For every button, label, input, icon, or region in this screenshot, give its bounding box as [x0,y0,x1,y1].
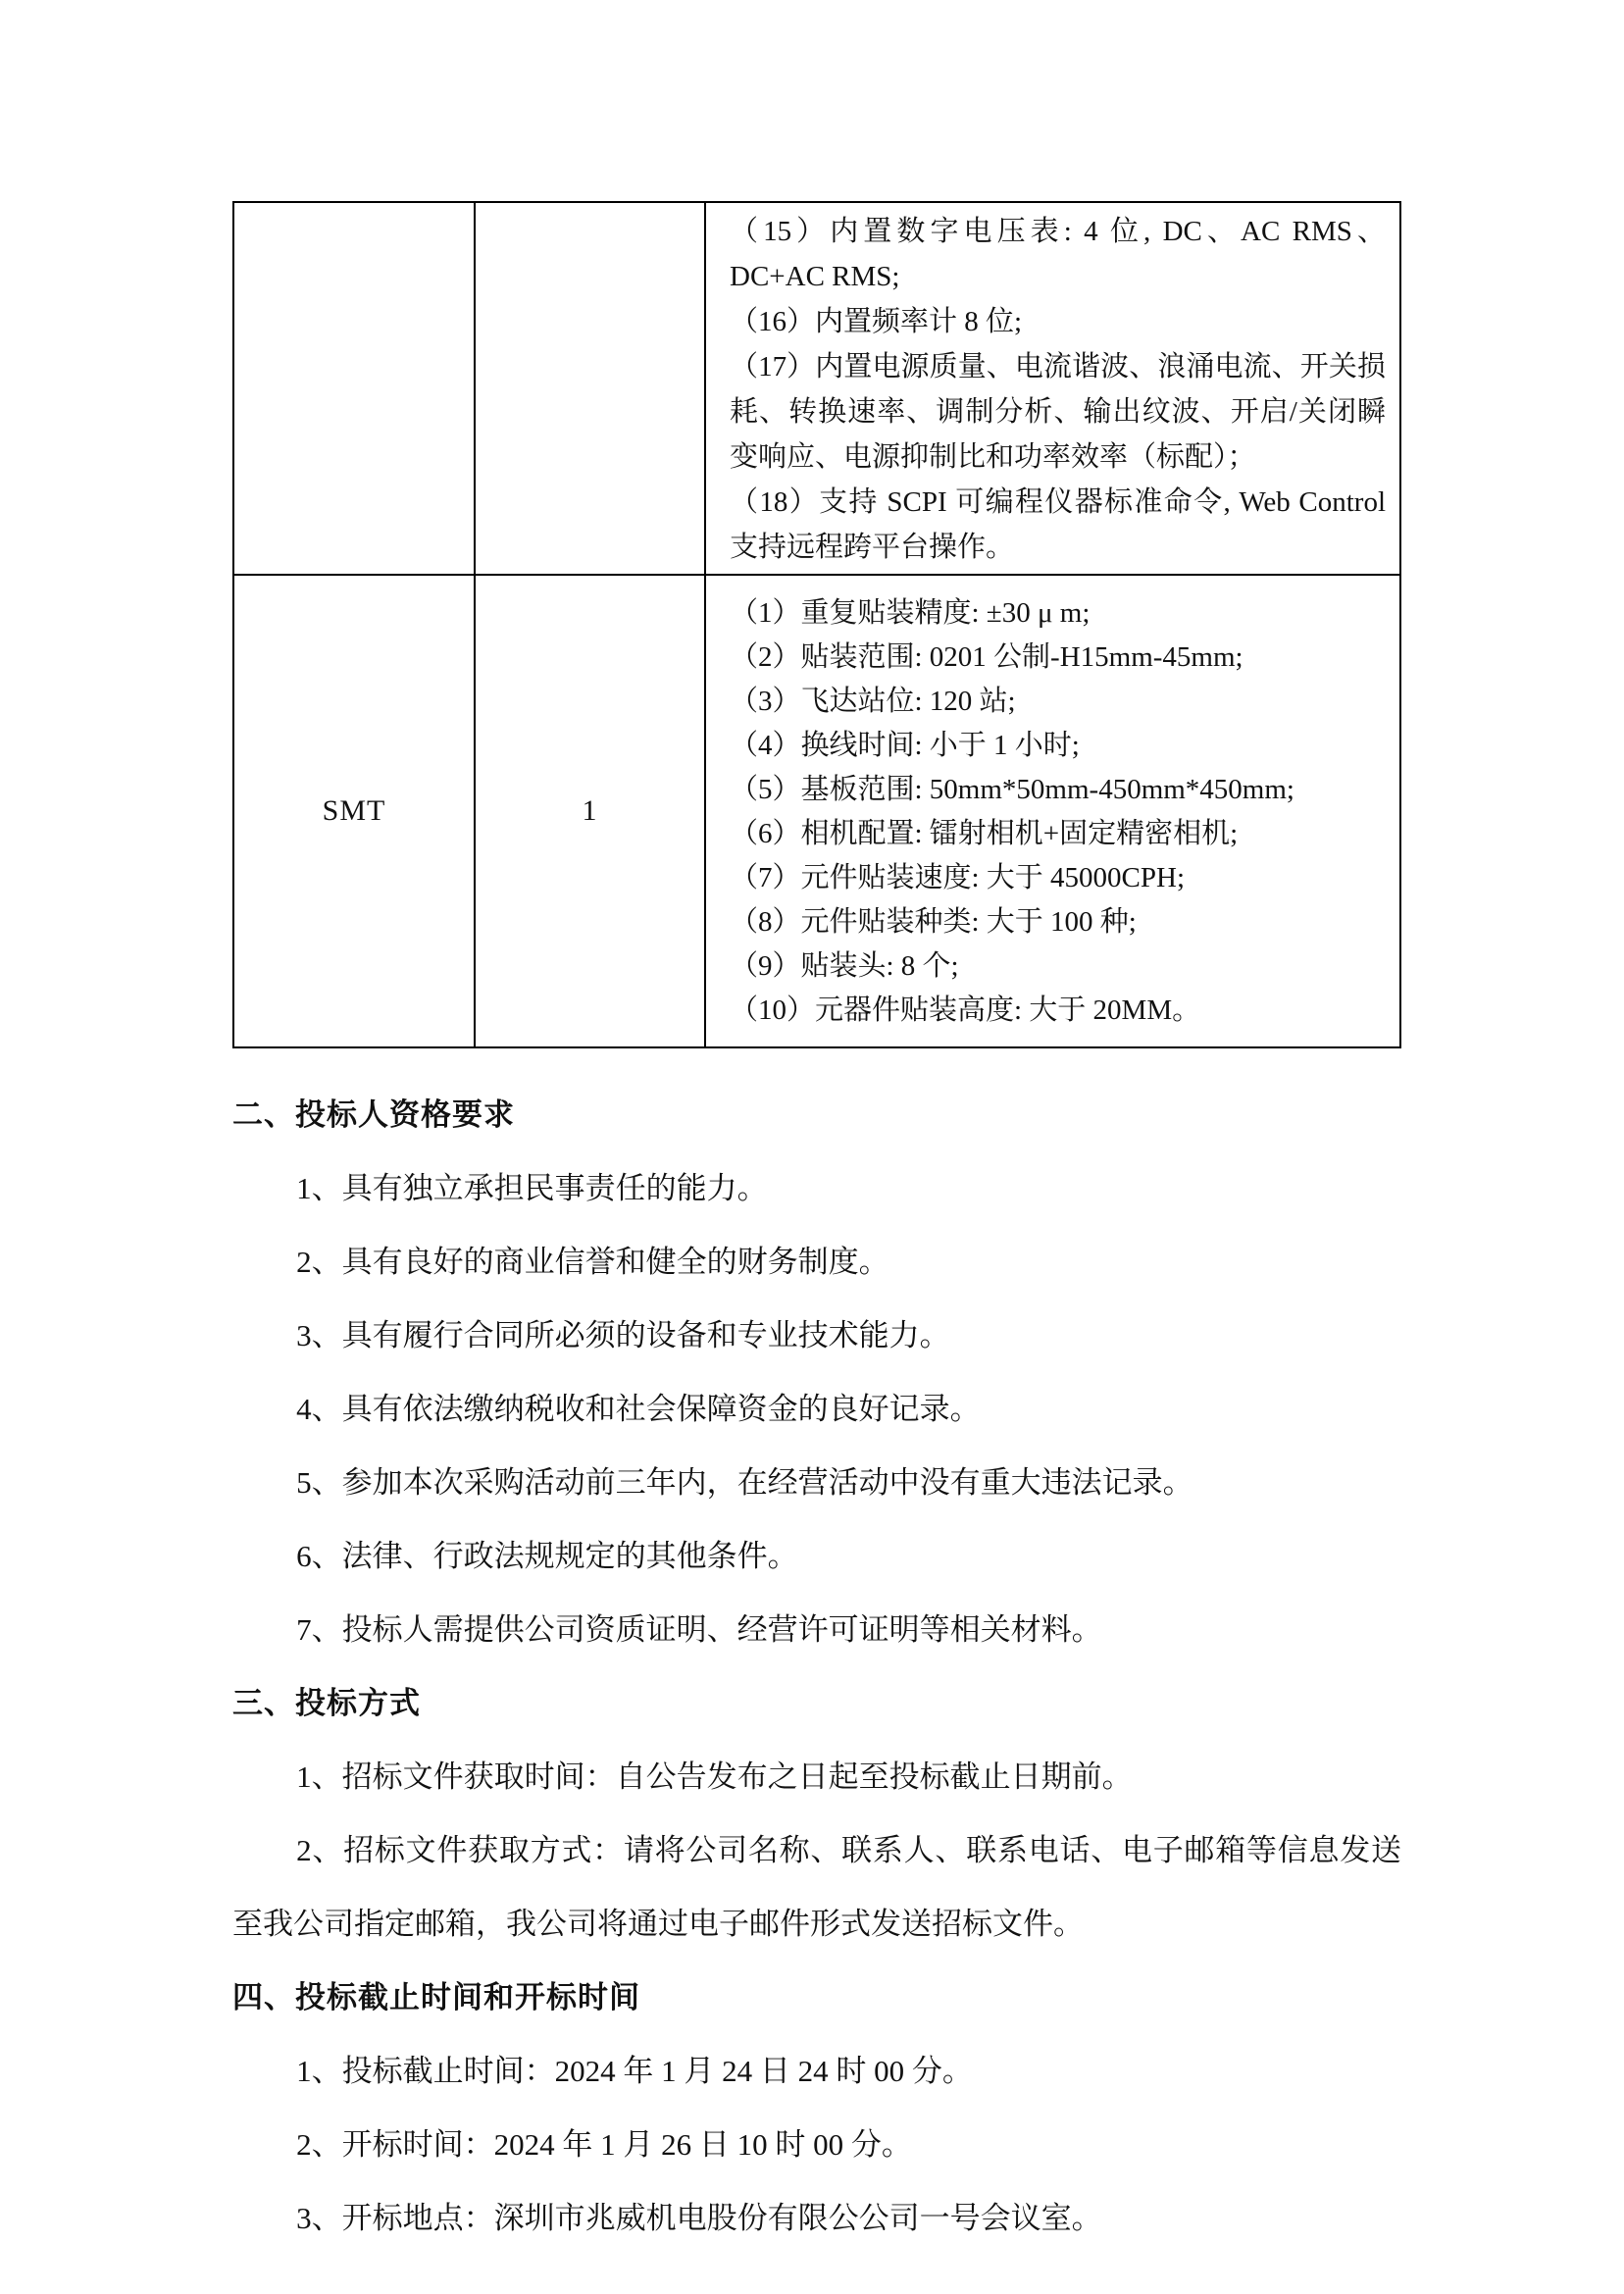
equipment-spec-table [232,201,1401,1048]
list-item: 3、具有履行合同所必须的设备和专业技术能力。 [296,1318,950,1352]
spec-cell [705,575,1400,1047]
quantity-cell [475,202,705,575]
list-item: 2、开标时间：2024 年 1 月 26 日 10 时 00 分。 [296,2127,912,2162]
list-item: 1、招标文件获取时间：自公告发布之日起至投标截止日期前。 [296,1759,1133,1794]
list-item: 1、投标截止时间：2024 年 1 月 24 日 24 时 00 分。 [296,2054,973,2088]
list-item: 4、具有依法缴纳税收和社会保障资金的良好记录。 [296,1392,981,1426]
spec-line: （15）内置数字电压表: 4 位, DC、AC RMS、DC+AC RMS; [730,216,1386,292]
section-heading-bid-method: 三、投标方式 [232,1686,421,1720]
list-item: 6、法律、行政法规规定的其他条件。 [296,1539,798,1573]
list-item: 2、招标文件获取方式：请将公司名称、联系人、联系电话、电子邮箱等信息发送至我公司指定邮箱，我公司将通过电子邮件形式发送招标文件。 [232,1833,1401,1941]
list-item: 7、投标人需提供公司资质证明、经营许可证明等相关材料。 [296,1612,1102,1647]
quantity-cell [475,575,705,1047]
spec-line: （2）贴装范围: 0201 公制-H15mm-45mm; [730,641,1243,673]
document-body [232,1078,1401,2255]
quantity: 1 [582,794,598,827]
section-heading-deadline-opening: 四、投标截止时间和开标时间 [232,1980,640,2014]
spec-line: （6）相机配置: 镭射相机+固定精密相机; [730,818,1239,849]
table-row [233,202,1400,575]
list-item: 1、具有独立承担民事责任的能力。 [296,1171,768,1205]
list-item: 3、开标地点：深圳市兆威机电股份有限公公司一号会议室。 [296,2201,1102,2235]
spec-list [706,576,1399,1046]
spec-line: （5）基板范围: 50mm*50mm-450mm*450mm; [730,774,1294,805]
item-name-cell [233,202,475,575]
spec-line: （18）支持 SCPI 可编程仪器标准命令, Web Control 支持远程跨平台操作。 [730,486,1386,563]
item-name: SMT [322,794,386,827]
list-item: 5、参加本次采购活动前三年内，在经营活动中没有重大违法记录。 [296,1465,1193,1500]
spec-list [706,203,1399,574]
spec-line: （16）内置频率计 8 位; [730,306,1023,337]
spec-line: （10）元器件贴装高度: 大于 20MM。 [730,994,1201,1026]
spec-line: （4）换线时间: 小于 1 小时; [730,730,1080,761]
list-item: 2、具有良好的商业信誉和健全的财务制度。 [296,1245,889,1279]
spec-line: （1）重复贴装精度: ±30 μ m; [730,597,1091,629]
spec-cell [705,202,1400,575]
table-row [233,575,1400,1047]
spec-line: （17）内置电源质量、电流谐波、浪涌电流、开关损耗、转换速率、调制分析、输出纹波、开启/关闭瞬变响应、电源抑制比和功率效率（标配）； [730,351,1386,473]
item-name-cell [233,575,475,1047]
section-heading-bidder-qualifications: 二、投标人资格要求 [232,1097,515,1132]
page-content [232,201,1401,2255]
spec-line: （9）贴装头: 8 个; [730,950,959,982]
spec-line: （7）元件贴装速度: 大于 45000CPH; [730,862,1186,893]
spec-line: （8）元件贴装种类: 大于 100 种; [730,906,1137,938]
spec-line: （3）飞达站位: 120 站; [730,686,1016,717]
